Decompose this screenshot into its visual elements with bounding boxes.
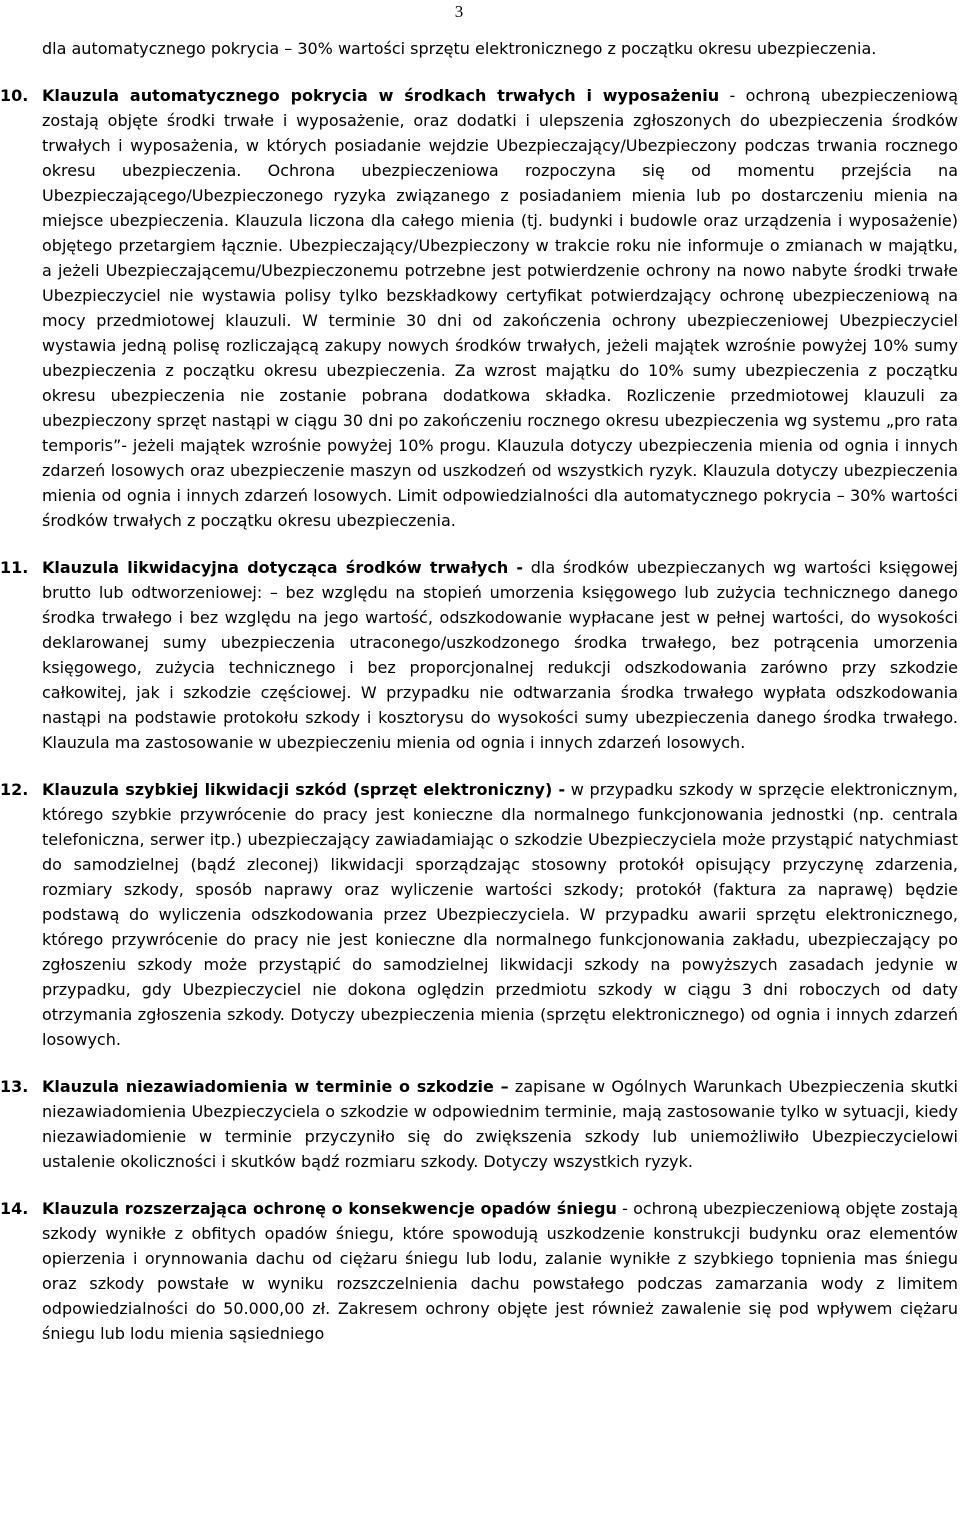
page-number: 3 (454, 2, 464, 21)
clause-heading: Klauzula szybkiej likwidacji szkód (sprzęt elektroniczny) - (42, 780, 566, 799)
intro-paragraph: dla automatycznego pokrycia – 30% wartości sprzętu elektronicznego z początku okresu ubezpieczenia. (42, 39, 877, 58)
clause-heading: Klauzula rozszerzająca ochronę o konsekwencje opadów śniegu (42, 1199, 617, 1218)
clause-heading: Klauzula niezawiadomienia w terminie o szkodzie – (42, 1077, 509, 1096)
clause-10 (0, 83, 959, 533)
clause-number: 14. (0, 1199, 29, 1218)
clause-body: zapisane w Ogólnych Warunkach Ubezpieczenia skutki niezawiadomienia Ubezpieczyciela o szkodzie w odpowiednim terminie, mają zastosowanie tylko w sytuacji, kiedy niezawiadomienie w terminie przyczyniło się do zwiększenia szkody lub uniemożliwiło Ubezpieczycielowi ustalenie okoliczności i skutków bądź rozmiaru szkody. Dotyczy wszystkich ryzyk. (42, 1077, 959, 1171)
clause-number: 12. (0, 780, 29, 799)
clause-body: dla środków ubezpieczanych wg wartości księgowej brutto lub odtworzeniowej: – bez względu na stopień umorzenia księgowego lub zużycia technicznego danego środka trwałego i bez względu na jego wartość, odszkodowanie wypłacane jest w pełnej wartości, do wysokości deklarowanej sumy ubezpieczenia utraconego/uszkodzonego środka trwałego, bez potrącenia umorzenia księgowego, zużycia technicznego i bez proporcjonalnej redukcji odszkodowania zarówno przy szkodzie całkowitej, jak i szkodzie częściowej. W przypadku nie odtwarzania środka trwałego wypłata odszkodowania nastąpi na podstawie protokołu szkody i kosztorysu do wysokości sumy ubezpieczenia danego środka trwałego. Klauzula ma zastosowanie w ubezpieczeniu mienia od ognia i innych zdarzeń losowych. (42, 558, 958, 752)
clause-13 (0, 1074, 959, 1174)
clause-12 (0, 777, 959, 1052)
document-body (0, 36, 959, 1346)
clause-body: - ochroną ubezpieczeniową objęte zostają szkody wynikłe z obfitych opadów śniegu, które spowodują uszkodzenie konstrukcji budynku oraz elementów opierzenia i orynnowania dachu od ciężaru śniegu lub lodu, zalanie wynikłe z szybkiego topnienia mas śniegu oraz szkody powstałe w wyniku rozszczelnienia dachu powstałego podczas zamarzania wody z limitem odpowiedzialności do 50.000,00 zł. Zakresem ochrony objęte jest również zawalenie się pod wpływem ciężaru śniegu lub lodu mienia sąsiedniego (42, 1199, 958, 1343)
clause-heading: Klauzula likwidacyjna dotycząca środków trwałych - (42, 558, 524, 577)
clause-14 (0, 1196, 958, 1346)
clause-number: 10. (0, 86, 29, 105)
clause-number: 11. (0, 558, 29, 577)
clause-heading: Klauzula automatycznego pokrycia w środkach trwałych i wyposażeniu (42, 86, 720, 105)
clause-number: 13. (0, 1077, 29, 1096)
clause-body: w przypadku szkody w sprzęcie elektronicznym, którego szybkie przywrócenie do pracy jest konieczne dla normalnego funkcjonowania jednostki (np. centrala telefoniczna, serwer itp.) ubezpieczający zawiadamiając o szkodzie Ubezpieczyciela może przystąpić natychmiast do samodzielnej (bądź zleconej) likwidacji sporządzając stosowny protokół opisujący przyczynę zdarzenia, rozmiary szkody, sposób naprawy oraz wyliczenie wartości szkody; protokół (faktura za naprawę) będzie podstawą do wyliczenia odszkodowania przez Ubezpieczyciela. W przypadku awarii sprzętu elektronicznego, którego przywrócenie do pracy nie jest konieczne dla normalnego funkcjonowania zakładu, ubezpieczający po zgłoszeniu szkody może przystąpić do samodzielnej likwidacji szkody na powyższych zasadach jedynie w przypadku, gdy Ubezpieczyciel nie dokona oględzin przedmiotu szkody w ciągu 3 dni roboczych od daty otrzymania zgłoszenia szkody. Dotyczy ubezpieczenia mienia (sprzętu elektronicznego) od ognia i innych zdarzeń losowych. (42, 780, 959, 1049)
clause-11 (0, 555, 958, 755)
clause-body: - ochroną ubezpieczeniową zostają objęte środki trwałe i wyposażenie, oraz dodatki i ulepszenia zgłoszonych do ubezpieczenia środków trwałych i wyposażenia, w których posiadanie wejdzie Ubezpieczający/Ubezpieczony podczas trwania rocznego okresu ubezpieczenia. Ochrona ubezpieczeniowa rozpoczyna się od momentu przejścia na Ubezpieczającego/Ubezpieczonego ryzyka związanego z posiadaniem mienia lub po dostarczeniu mienia na miejsce ubezpieczenia. Klauzula liczona dla całego mienia (tj. budynki i budowle oraz urządzenia i wyposażenie) objętego przetargiem łącznie. Ubezpieczający/Ubezpieczony w trakcie roku nie informuje o zmianach w majątku, a jeżeli Ubezpieczającemu/Ubezpieczonemu potrzebne jest potwierdzenie ochrony na nowo nabyte środki trwałe Ubezpieczyciel nie wystawia polisy tylko bezskładkowy certyfikat potwierdzający ochronę ubezpieczeniową na mocy przedmiotowej klauzuli. W terminie 30 dni od zakończenia ochrony ubezpieczeniowej Ubezpieczyciel wystawia jedną polisę rozliczającą zakupy nowych środków trwałych, jeżeli majątek wzrośnie powyżej 10% sumy ubezpieczenia z początku okresu ubezpieczenia. Za wzrost majątku do 10% sumy ubezpieczenia z początku okresu ubezpieczenia nie zostanie pobrana dodatkowa składka. Rozliczenie przedmiotowej klauzuli za ubezpieczony sprzęt nastąpi w ciągu 30 dni po zakończeniu rocznego okresu ubezpieczenia wg systemu „pro rata temporis”- jeżeli majątek wzrośnie powyżej 10% progu. Klauzula dotyczy ubezpieczenia mienia od ognia i innych zdarzeń losowych oraz ubezpieczenie maszyn od uszkodzeń od wszystkich ryzyk. Klauzula dotyczy ubezpieczenia mienia od ognia i innych zdarzeń losowych. Limit odpowiedzialności dla automatycznego pokrycia – 30% wartości środków trwałych z początku okresu ubezpieczenia. (42, 86, 959, 530)
